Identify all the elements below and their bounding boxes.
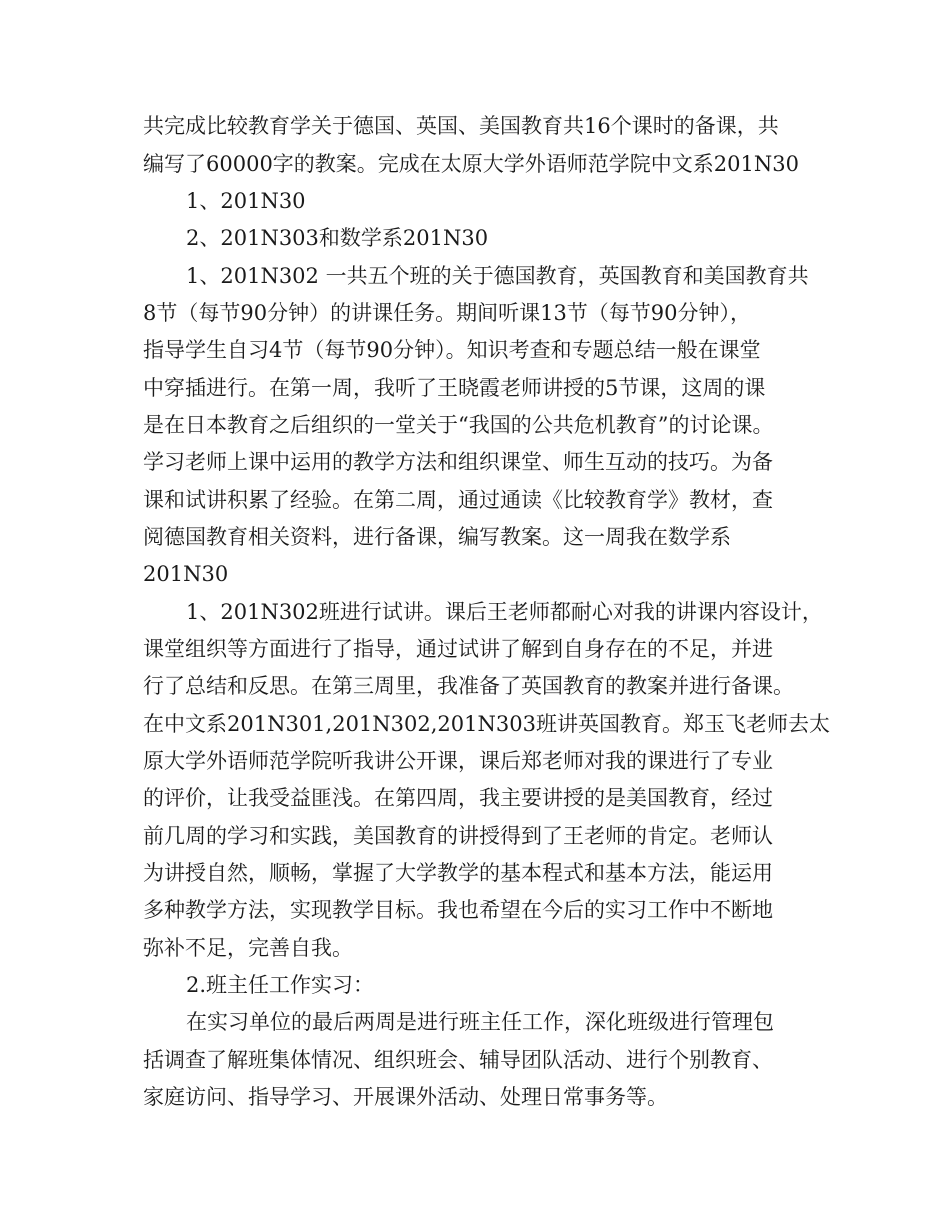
text-line: 阅德国教育相关资料，进行备课，编写教案。这一周我在数学系 [143, 525, 731, 549]
text-line: 共完成比较教育学关于德国、英国、美国教育共16个课时的备课，共 [143, 114, 779, 138]
text-line: 行了总结和反思。在第三周里，我准备了英国教育的教案并进行备课。 [143, 674, 794, 698]
text-line: 编写了60000字的教案。完成在太原大学外语师范学院中文系201N30 [143, 152, 799, 176]
text-line: 是在日本教育之后组织的一堂关于“我国的公共危机教育”的讨论课。 [143, 413, 774, 437]
text-line: 家庭访问、指导学习、开展课外活动、处理日常事务等。 [143, 1085, 668, 1109]
text-line: 为讲授自然，顺畅，掌握了大学教学的基本程式和基本方法，能运用 [143, 861, 773, 885]
text-line: 201N30 [143, 562, 229, 586]
text-line: 学习老师上课中运用的教学方法和组织课堂、师生互动的技巧。为备 [143, 450, 773, 474]
text-line: 指导学生自习4节（每节90分钟）。知识考查和专题总结一般在课堂 [143, 338, 761, 362]
text-line: 在中文系201N301,201N302,201N303班讲英国教育。郑玉飞老师去太 [143, 712, 830, 736]
text-line: 课堂组织等方面进行了指导，通过试讲了解到自身存在的不足，并进 [143, 637, 773, 661]
text-line: 的评价，让我受益匪浅。在第四周，我主要讲授的是美国教育，经过 [143, 786, 773, 810]
text-line: 括调查了解班集体情况、组织班会、辅导团队活动、进行个别教育、 [143, 1048, 773, 1072]
text-line: 1、201N302班进行试讲。课后王老师都耐心对我的讲课内容设计， [186, 600, 823, 624]
text-line: 中穿插进行。在第一周，我听了王晓霞老师讲授的5节课，这周的课 [143, 376, 766, 400]
text-line: 课和试讲积累了经验。在第二周，通过通读《比较教育学》教材，查 [143, 488, 773, 512]
text-line: 前几周的学习和实践，美国教育的讲授得到了王老师的肯定。老师认 [143, 824, 773, 848]
text-line: 弥补不足，完善自我。 [143, 936, 353, 960]
section-heading: 2.班主任工作实习： [186, 973, 375, 997]
text-line: 2、201N303和数学系201N30 [186, 226, 489, 250]
text-line: 8节（每节90分钟）的讲课任务。期间听课13节（每节90分钟）， [143, 301, 752, 325]
text-line: 在实习单位的最后两周是进行班主任工作，深化班级进行管理包 [186, 1010, 774, 1034]
text-line: 多种教学方法，实现教学目标。我也希望在今后的实习工作中不断地 [143, 898, 773, 922]
text-line: 原大学外语师范学院听我讲公开课，课后郑老师对我的课进行了专业 [143, 749, 773, 773]
text-line: 1、201N30 [186, 189, 306, 213]
text-line: 1、201N302 一共五个班的关于德国教育，英国教育和美国教育共 [186, 264, 809, 288]
